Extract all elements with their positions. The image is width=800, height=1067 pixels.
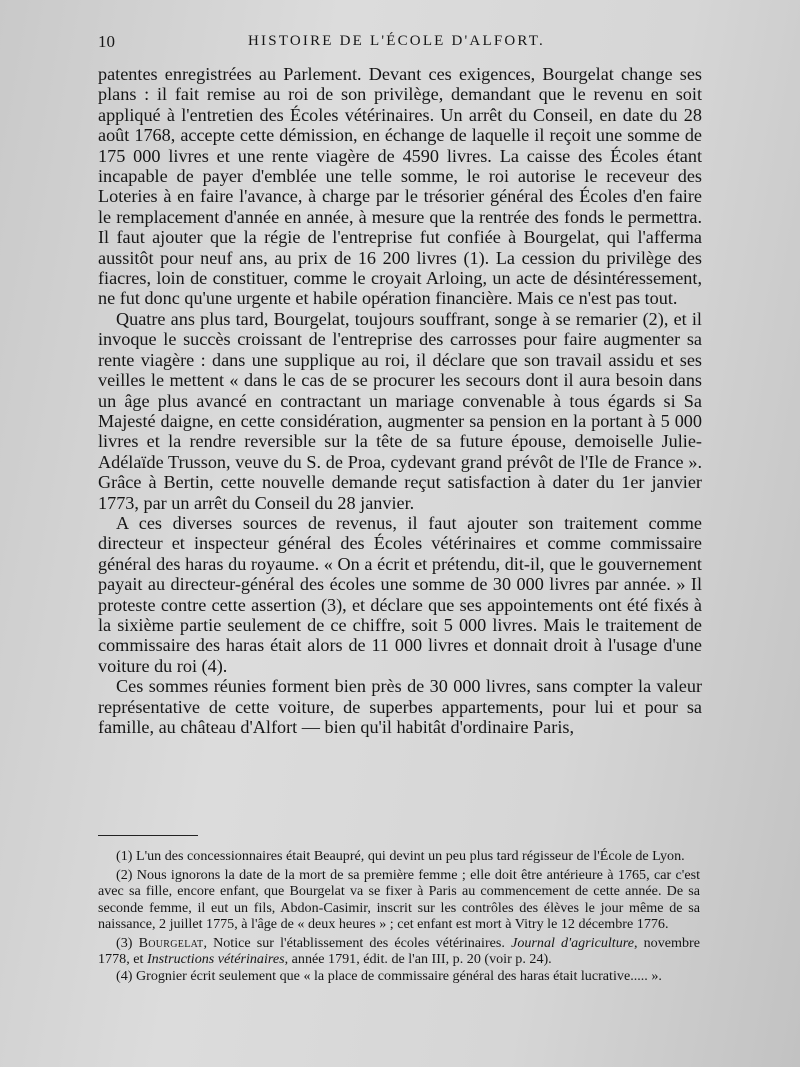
footnotes xyxy=(98,848,700,985)
footnote-3-marker: (3) xyxy=(116,935,139,952)
paragraph: A ces diverses sources de revenus, il faut ajouter son traitement comme directeur et inspecteur général des Écoles vétérinaires et comme commissaire général des haras du royaume. « On a écrit et prétendu, dit-il, que le gouvernement payait au directeur-général des écoles une somme de 30 000 livres par année. » Il proteste contre cette assertion (3), et déclare que ses appointements ont été fixés à la sixième partie seulement de ce chiffre, soit 5 000 livres. Mais le traitement de commissaire des haras était alors de 11 000 livres et donnait droit à l'usage d'une voiture du roi (4). xyxy=(98,512,702,676)
page-number: 10 xyxy=(98,32,115,51)
footnote-3-journal: Journal d'agriculture xyxy=(511,935,634,952)
footnote-4: (4) Grognier écrit seulement que « la place de commissaire général des haras était lucrative..... ». xyxy=(116,968,662,985)
main-text xyxy=(98,64,702,737)
footnote-3 xyxy=(98,935,700,967)
footnote-divider xyxy=(98,835,198,836)
footnote-3-text: , année 1791, édit. de l'an III, p. 20 (voir p. 24). xyxy=(284,951,552,968)
paragraph: patentes enregistrées au Parlement. Devant ces exigences, Bourgelat change ses plans : il fait remise au roi de son privilège, demandant que le revenu en soit appliqué à l'entretien des Écoles vétérinaires. Un arrêt du Conseil, en date du 28 août 1768, accepte cette démission, en échange de laquelle il reçoit une somme de 175 000 livres et une rente viagère de 4590 livres. La caisse des Écoles étant incapable de payer d'emblée une telle somme, le roi autorise le receveur des Loteries à en faire l'avance, à charge par le trésorier général des Écoles d'en faire le remplacement d'année en année, à mesure que la rentrée des fonds le permettra. Il faut ajouter que la régie de l'entreprise fut confiée à Bourgelat, qui l'afferma aussitôt pour neuf ans, au prix de 16 200 livres (1). La cession du privilège des fiacres, loin de constituer, comme le croyait Arloing, un acte de désintéressement, ne fut donc qu'une urgente et habile opération financière. Mais ce n'est pas tout. xyxy=(98,64,702,309)
paragraph: Quatre ans plus tard, Bourgelat, toujours souffrant, songe à se remarier (2), et il invoque le succès croissant de l'entreprise des carrosses pour faire augmenter sa rente viagère : dans une supplique au roi, il déclare que son travail assidu et ses veilles le mettent « dans le cas de se procurer les secours dont il aura besoin dans un âge plus avancé en contractant un mariage convenable à tous égards si Sa Majesté daigne, en cette considération, augmenter sa pension en la portant à 5 000 livres et la rendre reversible sur la tête de sa future épouse, demoiselle Julie-Adélaïde Trusson, veuve du S. de Proa, cydevant grand prévôt de l'Ile de France ». Grâce à Bertin, cette nouvelle demande reçut satisfaction à dater du 1er janvier 1773, par un arrêt du Conseil du 28 janvier. xyxy=(98,308,702,513)
footnote-3-instructions: Instructions vétérinaires xyxy=(146,951,285,968)
running-title: HISTOIRE DE L'ÉCOLE D'ALFORT. xyxy=(248,33,545,49)
footnote-3-author: Bourgelat xyxy=(138,935,204,952)
footnote-3-text: , Notice sur l'établissement des écoles vétérinaires. xyxy=(203,935,512,952)
paragraph: Ces sommes réunies forment bien près de 30 000 livres, sans compter la valeur représentative de cette voiture, de superbes appartements, pour lui et pour sa famille, au château d'Alfort — bien qu'il habitât d'ordinaire Paris, xyxy=(98,676,702,737)
footnote-1: (1) L'un des concessionnaires était Beaupré, qui devint un peu plus tard régisseur de l'École de Lyon. xyxy=(116,848,685,864)
footnote-3-text: , novembre 1778, et xyxy=(98,935,700,968)
page-header xyxy=(98,32,704,56)
footnote-2: (2) Nous ignorons la date de la mort de sa première femme ; elle doit être antérieure à 1765, car c'est avec sa fille, encore enfant, que Bourgelat va se fixer à Paris au commencement de cette année. De sa seconde femme, il eut un fils, Abdon-Casimir, inscrit sur les contrôles des élèves le jour même de sa naissance, 2 juillet 1775, à l'âge de « deux heures » ; cet enfant est mort à Vitry le 12 décembre 1776. xyxy=(98,867,700,932)
